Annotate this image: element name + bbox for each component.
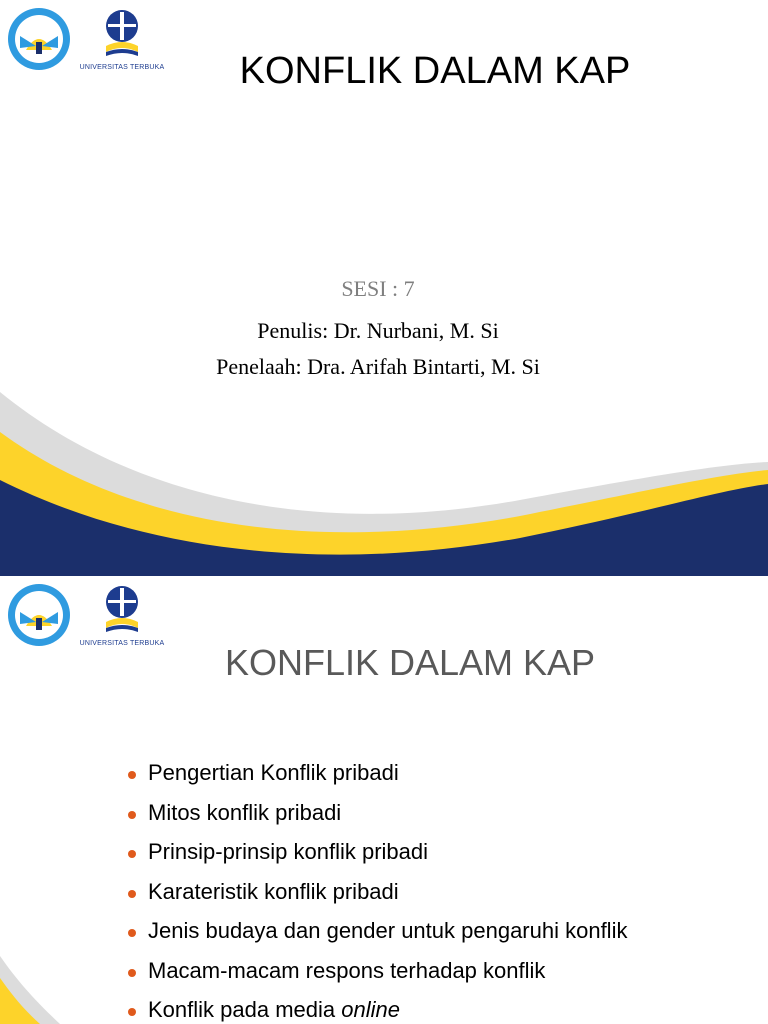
tut-wuri-handayani-logo — [6, 582, 72, 648]
ut-emblem-icon — [98, 584, 146, 634]
bullet-dot-icon — [128, 811, 136, 819]
ut-name-text: UNIVERSITAS TERBUKA — [79, 64, 165, 71]
tut-wuri-handayani-logo — [6, 6, 72, 72]
bullet-dot-icon — [128, 929, 136, 937]
bullet-dot-icon — [128, 969, 136, 977]
outline-title: KONFLIK DALAM KAP — [224, 642, 596, 683]
reviewer-line: Penelaah: Dra. Arifah Bintarti, M. Si — [216, 354, 540, 379]
list-item: Prinsip-prinsip konflik pribadi — [126, 839, 627, 879]
list-item: Karateristik konflik pribadi — [126, 879, 627, 919]
bullet-dot-icon — [128, 771, 136, 779]
list-item: Jenis budaya dan gender untuk pengaruhi konflik — [126, 918, 627, 958]
outline-slide — [0, 576, 768, 1024]
topic-list — [126, 760, 627, 1024]
session-label: SESI : 7 — [341, 276, 415, 301]
bullet-dot-icon — [128, 850, 136, 858]
cover-title: KONFLIK DALAM KAP — [239, 50, 631, 92]
italic-word: online — [341, 997, 400, 1022]
list-item: Konflik pada media online — [126, 997, 627, 1024]
decorative-wave — [0, 956, 60, 1024]
ut-name-text: UNIVERSITAS TERBUKA — [79, 640, 165, 647]
decorative-wave — [0, 380, 768, 576]
author-line: Penulis: Dr. Nurbani, M. Si — [257, 318, 499, 343]
list-item: Mitos konflik pribadi — [126, 800, 627, 840]
list-item: Pengertian Konflik pribadi — [126, 760, 627, 800]
bullet-dot-icon — [128, 1008, 136, 1016]
bullet-dot-icon — [128, 890, 136, 898]
list-item: Macam-macam respons terhadap konflik — [126, 958, 627, 998]
